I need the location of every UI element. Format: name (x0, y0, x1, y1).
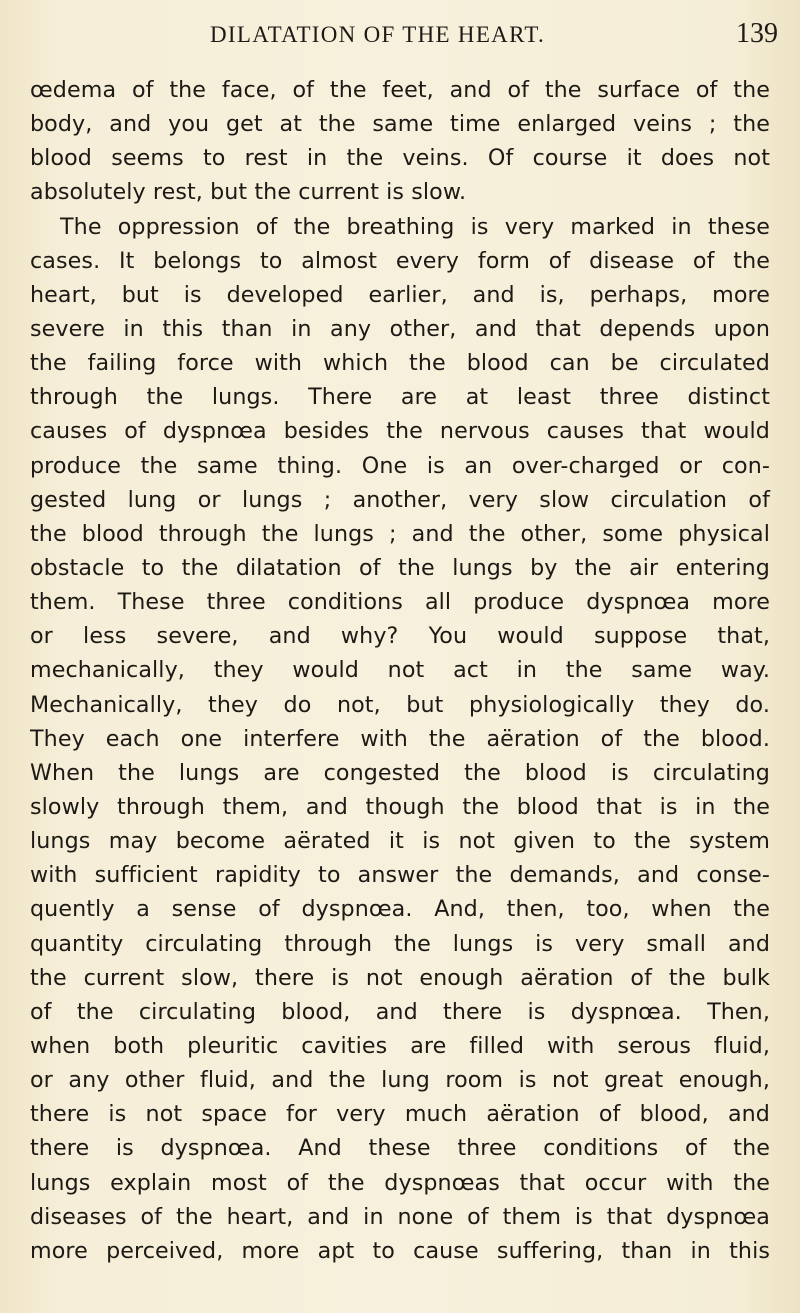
text-line: there is dyspnœa. And these three conditions of the (30, 1135, 770, 1162)
text-line: causes of dyspnœa besides the nervous causes that would (30, 418, 770, 445)
text-line: They each one interfere with the aëration of the blood. (30, 725, 770, 752)
text-line: heart, but is developed earlier, and is, perhaps, more (30, 281, 770, 308)
text-line: blood seems to rest in the veins. Of course it does not (30, 145, 770, 172)
text-line: cases. It belongs to almost every form of disease of the (30, 247, 770, 274)
text-line: with sufficient rapidity to answer the demands, and conse- (30, 862, 770, 889)
text-line: diseases of the heart, and in none of them is that dyspnœa (30, 1203, 770, 1230)
text-line: there is not space for very much aëration of blood, and (30, 1101, 770, 1128)
text-line: when both pleuritic cavities are filled with serous fluid, (30, 1032, 770, 1059)
text-line: of the circulating blood, and there is dyspnœa. Then, (30, 998, 770, 1025)
text-line: absolutely rest, but the current is slow. (30, 179, 467, 206)
text-line: obstacle to the dilatation of the lungs by the air entering (30, 554, 770, 581)
text-line: or less severe, and why? You would suppose that, (30, 623, 770, 650)
text-line: lungs explain most of the dyspnœas that occur with the (30, 1169, 770, 1196)
text-line: more perceived, more apt to cause suffering, than in this (30, 1237, 770, 1264)
text-line: quantity circulating through the lungs is very small and (30, 930, 770, 957)
text-line: quently a sense of dyspnœa. And, then, too, when the (30, 896, 770, 923)
text-line: œdema of the face, of the feet, and of the surface of the (30, 77, 770, 103)
text-line: When the lungs are congested the blood is circulating (30, 759, 770, 786)
text-line: The oppression of the breathing is very marked in these (60, 213, 770, 240)
text-line: severe in this than in any other, and that depends upon (30, 315, 770, 342)
text-line: the failing force with which the blood can be circulated (30, 350, 770, 377)
running-head: DILATATION OF THE HEART. (210, 22, 546, 47)
text-line: Mechanically, they do not, but physiologically they do. (30, 691, 770, 718)
text-line: produce the same thing. One is an over-charged or con- (30, 452, 770, 479)
text-line: slowly through them, and though the blood that is in the (30, 793, 770, 820)
text-line: gested lung or lungs ; another, very slow circulation of (30, 486, 770, 513)
text-line: the current slow, there is not enough aëration of the bulk (30, 964, 770, 991)
text-line: body, and you get at the same time enlarged veins ; the (30, 111, 770, 138)
text-line: mechanically, they would not act in the same way. (30, 657, 770, 684)
text-line: the blood through the lungs ; and the other, some physical (30, 520, 770, 547)
page-header (0, 14, 800, 54)
text-line: through the lungs. There are at least three distinct (30, 384, 770, 411)
text-line: them. These three conditions all produce dyspnœa more (30, 589, 770, 616)
body-text (30, 73, 770, 1268)
text-line: lungs may become aërated it is not given to the system (30, 828, 770, 855)
text-line: or any other fluid, and the lung room is not great enough, (30, 1067, 770, 1094)
page-number: 139 (736, 18, 778, 49)
